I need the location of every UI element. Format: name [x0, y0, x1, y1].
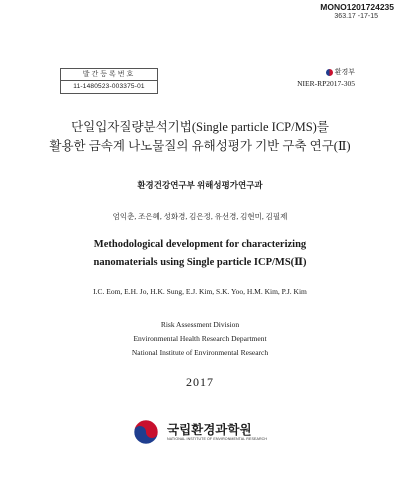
title-korean-line-1: 단일입자질량분석기법(Single particle ICP/MS)를 [71, 120, 329, 134]
title-english-line-2: nanomaterials using Single particle ICP/MS(Ⅱ) [93, 257, 307, 268]
publisher-name-korean: 국립환경과학원 [167, 423, 252, 437]
institution-department: Environmental Health Research Department [133, 334, 267, 343]
publisher-name-english: NATIONAL INSTITUTE OF ENVIRONMENTAL RESEARCH [167, 437, 268, 441]
institution-division: Risk Assessment Division [160, 320, 240, 329]
taegeuk-emblem-icon [133, 419, 159, 445]
report-number: NIER-RP2017-305 [297, 79, 355, 88]
authors-korean: 엄익춘, 조은혜, 성화경, 김은정, 유선경, 김현미, 김필제 [112, 212, 288, 221]
ministry-emblem-icon [326, 69, 333, 76]
call-number: 363.17 -17-15 [334, 13, 378, 20]
catalog-code: MONO1201724235 [320, 2, 394, 12]
title-english-line-1: Methodological development for characterizing [93, 239, 307, 250]
ministry-name: 환경부 [334, 69, 355, 76]
registration-number: 11-1480523-003375-01 [73, 83, 145, 90]
title-korean [0, 118, 400, 156]
department-korean: 환경건강연구부 위해성평가연구과 [137, 180, 263, 190]
title-english [0, 236, 400, 272]
registration-label: 발간등록번호 [61, 69, 157, 81]
authors-english: I.C. Eom, E.H. Jo, H.K. Sung, E.J. Kim, S.K. Yoo, H.M. Kim, P.J. Kim [93, 287, 307, 296]
institution-english [0, 318, 400, 360]
title-korean-line-2: 활용한 금속계 나노물질의 유해성평가 기반 구축 연구(Ⅱ) [49, 139, 351, 153]
publication-year: 2017 [186, 375, 214, 389]
registration-box [60, 68, 158, 94]
publisher-logo [133, 418, 283, 448]
ministry-mark [326, 67, 355, 77]
institution-name: National Institute of Environmental Research [131, 348, 269, 357]
